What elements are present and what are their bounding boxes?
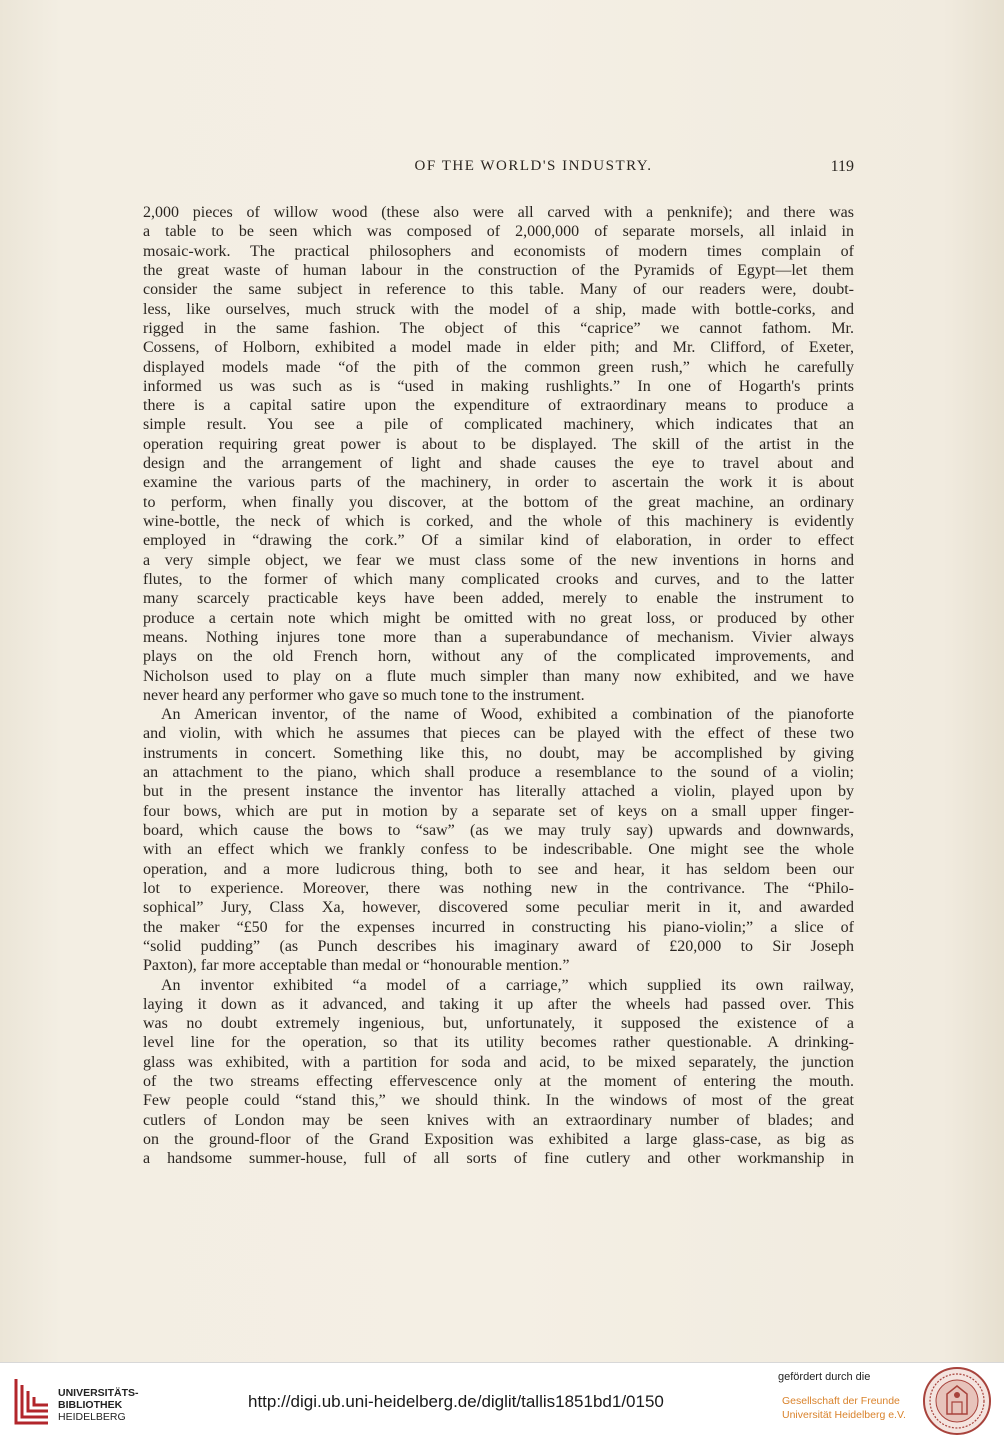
text-line: Cossens, of Holborn, exhibited a model made in elder pith; and Mr. Clifford, of Exeter,	[143, 339, 854, 357]
sponsor-name-line-1: Gesellschaft der Freunde	[782, 1395, 900, 1407]
library-name-line-2: BIBLIOTHEK	[58, 1399, 123, 1411]
text-line: rigged in the same fashion. The object of this “caprice” we cannot fathom. Mr.	[143, 319, 854, 337]
page-number: 119	[830, 158, 854, 175]
text-line: a very simple object, we fear we must class some of the new inventions in horns and	[143, 551, 854, 569]
text-line: level line for the operation, so that its utility becomes rather questionable. A drinking-	[143, 1034, 854, 1052]
permalink-url[interactable]: http://digi.ub.uni-heidelberg.de/diglit/tallis1851bd1/0150	[248, 1392, 664, 1411]
body-text	[143, 203, 854, 1169]
text-line: means. Nothing injures tone more than a superabundance of mechanism. Vivier always	[143, 628, 854, 646]
text-line: a handsome summer-house, full of all sorts of fine cutlery and other workmanship in	[143, 1150, 854, 1168]
sponsor-name	[782, 1394, 906, 1422]
text-line: instruments in concert. Something like this, no doubt, may be accomplished by giving	[143, 744, 854, 762]
text-line: displayed models made “of the pith of the common green rush,” which he carefully	[143, 358, 854, 376]
text-line: An American inventor, of the name of Wood, exhibited a combination of the pianoforte	[161, 706, 854, 724]
text-line: board, which cause the bows to “saw” (as we may truly say) upwards and downwards,	[143, 822, 854, 839]
text-line: lot to experience. Moreover, there was nothing new in the contrivance. The “Philo-	[143, 879, 854, 897]
text-line: 2,000 pieces of willow wood (these also were all carved with a penknife); and there was	[143, 204, 854, 221]
text-line: simple result. You see a pile of complicated machinery, which indicates that an	[143, 416, 854, 434]
text-line: there is a capital satire upon the expenditure of extraordinary means to produce a	[143, 397, 854, 415]
university-seal-icon	[922, 1366, 992, 1436]
library-name-line-3: HEIDELBERG	[58, 1411, 126, 1423]
text-line: wine-bottle, the neck of which is corked, and the whole of this machinery is evidently	[143, 513, 854, 530]
sponsor-name-line-2: Universität Heidelberg e.V.	[782, 1409, 906, 1421]
text-line: cutlers of London may be seen knives with an extraordinary number of blades; and	[143, 1111, 854, 1129]
text-line: on the ground-floor of the Grand Exposition was exhibited a large glass-case, as big as	[143, 1131, 854, 1148]
text-line: consider the same subject in reference to this table. Many of our readers were, doubt-	[143, 281, 854, 299]
text-line: Nicholson used to play on a flute much simpler than many now exhibited, and we have	[143, 667, 854, 685]
sponsor-note: gefördert durch die	[778, 1371, 871, 1383]
text-line: the great waste of human labour in the construction of the Pyramids of Egypt—let them	[143, 261, 854, 279]
text-line: and violin, with which he assumes that pieces can be played with the effect of these two	[143, 725, 854, 743]
text-line: plays on the old French horn, without any of the complicated improvements, and	[143, 648, 854, 666]
text-line: flutes, to the former of which many complicated crooks and curves, and to the latter	[143, 570, 854, 588]
text-line: produce a certain note which might be omitted with no great loss, or produced by other	[143, 609, 854, 627]
text-line: laying it down as it advanced, and taking it up after the wheels had passed over. This	[143, 995, 854, 1013]
library-name-line-1: UNIVERSITÄTS-	[58, 1387, 139, 1399]
ub-heidelberg-logo-icon	[12, 1377, 52, 1425]
text-line: was no doubt extremely ingenious, but, unfortunately, it supposed the existence of a	[143, 1015, 854, 1033]
text-line: many scarcely practicable keys have been added, merely to enable the instrument to	[143, 590, 854, 608]
text-line: a table to be seen which was composed of 2,000,000 of separate morsels, all inlaid in	[143, 223, 854, 241]
text-line: sophical” Jury, Class Xa, however, discovered some peculiar merit in it, and awarded	[143, 899, 854, 917]
text-line: to perform, when finally you discover, at the bottom of the great machine, an ordinary	[143, 493, 854, 511]
text-line: An inventor exhibited “a model of a carriage,” which supplied its own railway,	[161, 976, 854, 994]
page-header	[143, 158, 854, 182]
text-line: Few people could “stand this,” we should think. In the windows of most of the great	[143, 1092, 854, 1110]
library-name	[58, 1387, 139, 1423]
text-line: an attachment to the piano, which shall produce a resemblance to the sound of a violin;	[143, 764, 854, 782]
text-line: with an effect which we frankly confess to be indescribable. One might see the whole	[143, 841, 854, 859]
text-line: Paxton), far more acceptable than medal or “honourable mention.”	[143, 957, 570, 975]
text-line: informed us was such as is “used in making rushlights.” In one of Hogarth's prints	[143, 377, 854, 395]
running-head: OF THE WORLD'S INDUSTRY.	[414, 158, 653, 174]
text-line: design and the arrangement of light and shade causes the eye to travel about and	[143, 455, 854, 473]
text-line: but in the present instance the inventor has literally attached a violin, played upon by	[143, 783, 854, 801]
text-line: mosaic-work. The practical philosophers and economists of modern times complain of	[143, 242, 854, 260]
text-line: employed in “drawing the cork.” Of a similar kind of elaboration, in order to effect	[143, 532, 854, 550]
footer-bar	[0, 1362, 1004, 1440]
text-line: of the two streams effecting effervescence only at the moment of entering the mouth.	[143, 1073, 854, 1091]
text-line: examine the various parts of the machinery, in order to ascertain the work it is about	[143, 474, 854, 492]
text-line: less, like ourselves, much struck with the model of a ship, made with bottle-corks, and	[143, 300, 854, 318]
text-line: operation requiring great power is about to be displayed. The skill of the artist in the	[143, 435, 854, 453]
text-line: the maker “£50 for the expenses incurred in constructing his piano-violin;” a slice of	[143, 918, 854, 936]
text-line: never heard any performer who gave so much tone to the instrument.	[143, 686, 585, 704]
text-line: four bows, which are put in motion by a separate set of keys on a small upper finger-	[143, 802, 854, 820]
text-line: “solid pudding” (as Punch describes his imaginary award of £20,000 to Sir Joseph	[143, 937, 854, 955]
text-line: glass was exhibited, with a partition for soda and acid, to be mixed separately, the junction	[143, 1053, 854, 1071]
text-line: operation, and a more ludicrous thing, both to see and hear, it has seldom been our	[143, 860, 854, 878]
